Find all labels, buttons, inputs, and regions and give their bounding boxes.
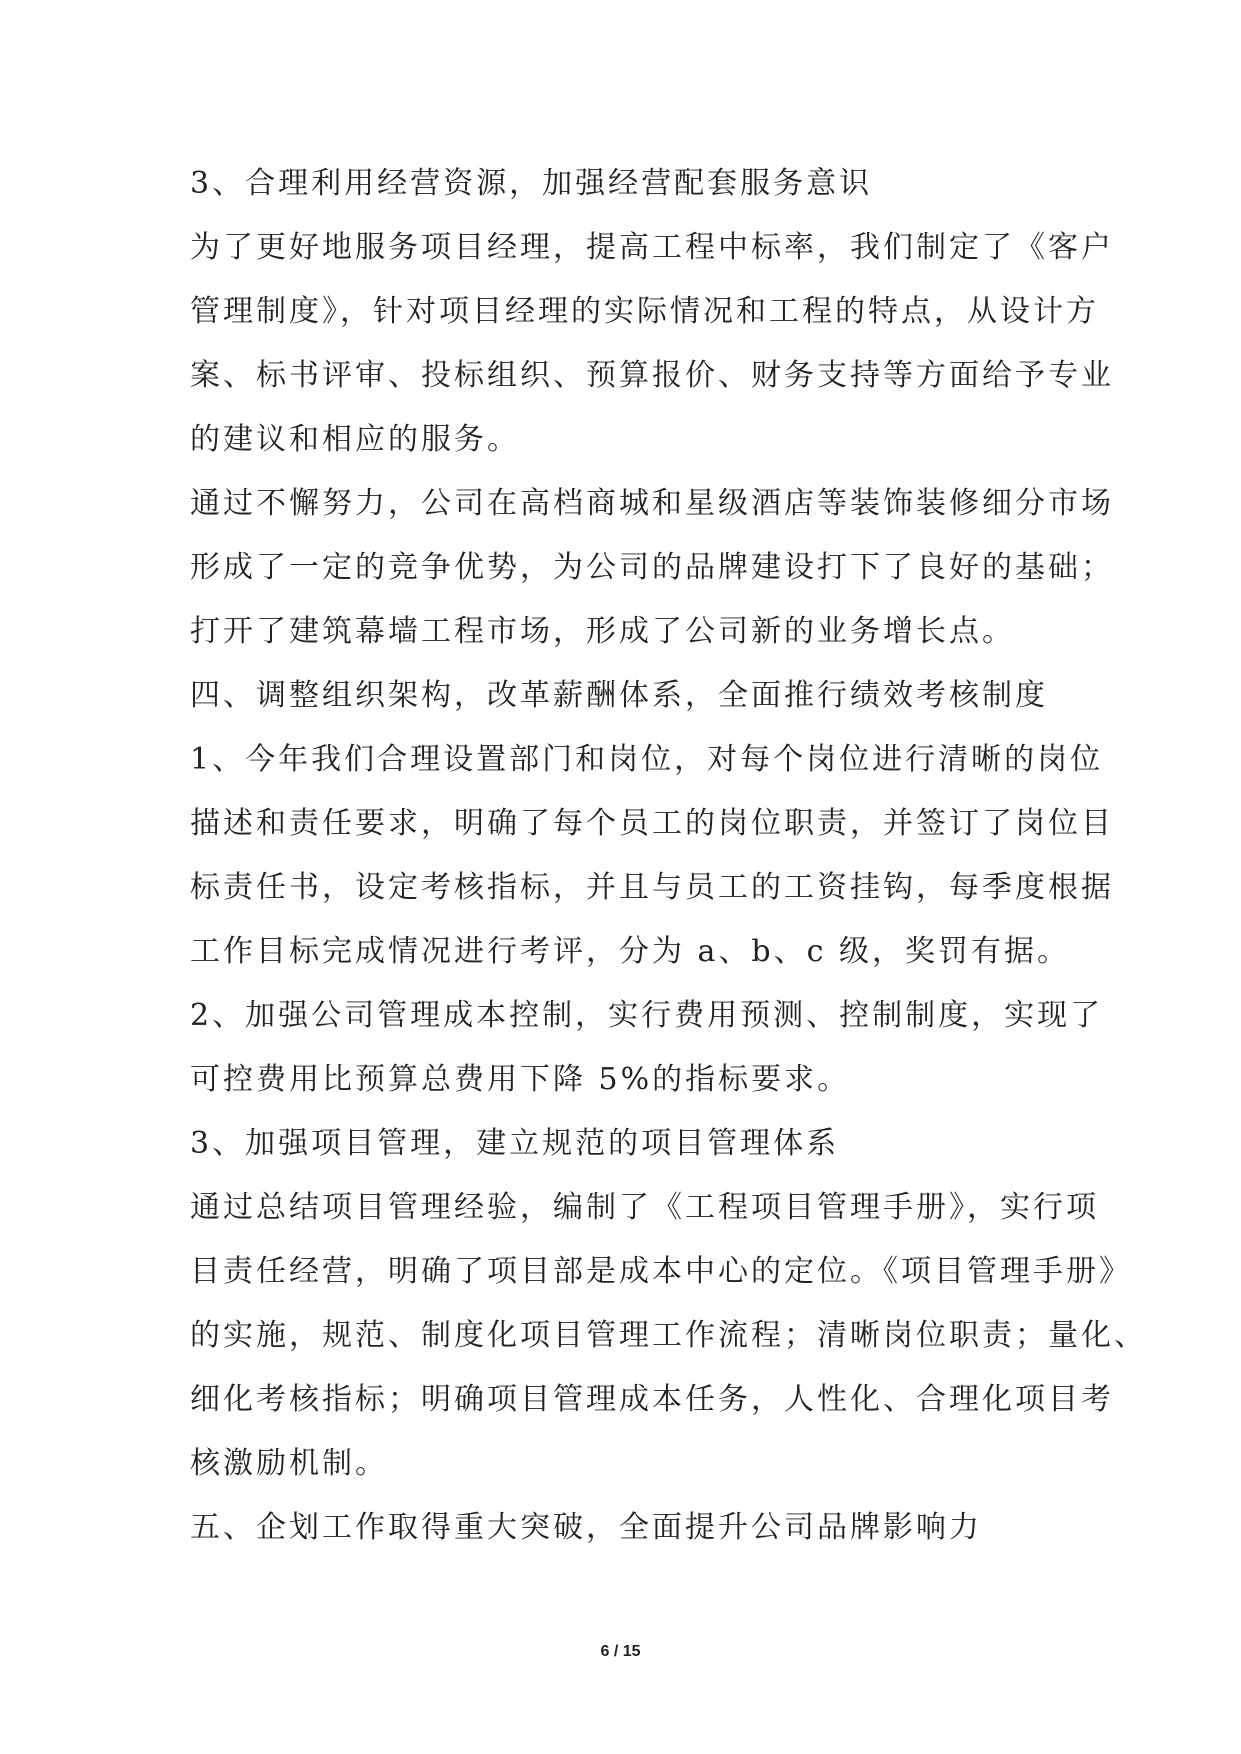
text-line: 通过总结项目管理经验，编制了《工程项目管理手册》，实行项 xyxy=(190,1190,1099,1225)
body-text xyxy=(190,152,1147,1560)
text-line: 描述和责任要求，明确了每个员工的岗位职责，并签订了岗位目 xyxy=(190,806,1114,841)
text-line: 为了更好地服务项目经理，提高工程中标率，我们制定了《客户 xyxy=(190,230,1114,265)
text-line: 标责任书，设定考核指标，并且与员工的工资挂钩，每季度根据 xyxy=(190,870,1114,905)
text-line: 工作目标完成情况进行考评，分为 a、b、c 级，奖罚有据。 xyxy=(190,934,1070,969)
text-line: 案、标书评审、投标组织、预算报价、财务支持等方面给予专业 xyxy=(190,358,1114,393)
text-line: 四、调整组织架构，改革薪酬体系，全面推行绩效考核制度 xyxy=(190,678,1048,713)
text-line: 管理制度》，针对项目经理的实际情况和工程的特点，从设计方 xyxy=(190,294,1099,329)
text-line: 可控费用比预算总费用下降 5%的指标要求。 xyxy=(190,1062,851,1097)
text-line: 的建议和相应的服务。 xyxy=(190,422,520,457)
text-line: 3、合理利用经营资源，加强经营配套服务意识 xyxy=(190,166,873,201)
text-line: 形成了一定的竞争优势，为公司的品牌建设打下了良好的基础； xyxy=(190,550,1114,585)
text-line: 2、加强公司管理成本控制，实行费用预测、控制制度，实现了 xyxy=(190,998,1104,1033)
text-line: 打开了建筑幕墙工程市场，形成了公司新的业务增长点。 xyxy=(190,614,1015,649)
text-line: 3、加强项目管理，建立规范的项目管理体系 xyxy=(190,1126,840,1161)
text-line: 通过不懈努力，公司在高档商城和星级酒店等装饰装修细分市场 xyxy=(190,486,1114,521)
text-line: 细化考核指标；明确项目管理成本任务，人性化、合理化项目考 xyxy=(190,1382,1114,1417)
text-line: 1、今年我们合理设置部门和岗位，对每个岗位进行清晰的岗位 xyxy=(190,742,1104,777)
page-number: 6 / 15 xyxy=(600,1643,641,1660)
text-line: 五、企划工作取得重大突破，全面提升公司品牌影响力 xyxy=(190,1510,982,1545)
text-line: 目责任经营，明确了项目部是成本中心的定位。《项目管理手册》 xyxy=(190,1254,1132,1289)
text-line: 的实施，规范、制度化项目管理工作流程；清晰岗位职责；量化、 xyxy=(190,1318,1147,1353)
text-line: 核激励机制。 xyxy=(190,1446,388,1481)
